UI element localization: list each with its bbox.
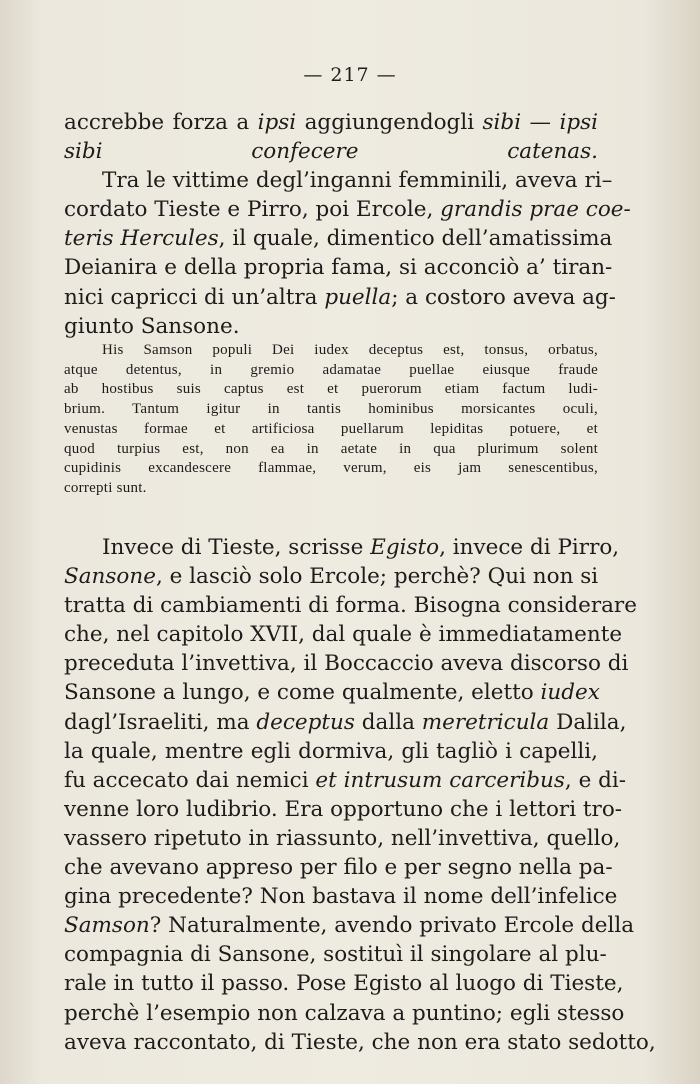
text-line: compagnia di Sansone, sostituì il singolare al plu- bbox=[64, 942, 607, 968]
quote-line: quod turpius est, non ea in aetate in qua plurimum solent bbox=[64, 440, 598, 457]
quote-line: atque detentus, in gremio adamatae puellae eiusque fraude bbox=[64, 361, 598, 378]
text-line: gina precedente? Non bastava il nome dell’infelice bbox=[64, 884, 618, 910]
quote-line: correpti sunt. bbox=[64, 479, 147, 496]
quote-line: ab hostibus suis captus est et puerorum etiam factum ludi- bbox=[64, 381, 598, 398]
text-line: giunto Sansone. bbox=[64, 313, 240, 339]
quote-line: brium. Tantum igitur in tantis hominibus morsicantes oculi, bbox=[64, 401, 598, 418]
italic-text: grandis prae coe- bbox=[440, 197, 631, 223]
text-line: rale in tutto il passo. Pose Egisto al luogo di Tieste, bbox=[64, 971, 624, 997]
text-line: Samson? Naturalmente, avendo privato Ercole della bbox=[64, 913, 635, 939]
text-line: dagl’Israeliti, ma deceptus dalla meretricula Dalila, bbox=[64, 709, 627, 735]
italic-text: Sansone bbox=[64, 564, 156, 590]
text-line: accrebbe forza a ipsi aggiungendogli sibi — ipsi bbox=[64, 110, 599, 135]
text-line: venne loro ludibrio. Era opportuno che i lettori tro- bbox=[64, 796, 623, 822]
italic-text: et intrusum carceribus bbox=[315, 767, 565, 793]
quote-line: cupidinis excandescere flammae, verum, eis jam senescentibus, bbox=[64, 460, 598, 477]
italic-text: sibi bbox=[482, 110, 522, 135]
text-line: Tra le vittime degl’inganni femminili, aveva ri– bbox=[102, 168, 613, 194]
italic-text: Samson bbox=[64, 913, 150, 939]
text-line: preceduta l’invettiva, il Boccaccio aveva discorso di bbox=[64, 651, 629, 677]
italic-text: iudex bbox=[540, 680, 600, 706]
quote-line: His Samson populi Dei iudex deceptus est, tonsus, orbatus, bbox=[102, 342, 598, 358]
text-line: perchè l’esempio non calzava a puntino; egli stesso bbox=[64, 1000, 625, 1026]
top-paragraph-lines bbox=[64, 108, 631, 341]
main-paragraph bbox=[64, 533, 656, 1057]
italic-text: sibi confecere catenas. bbox=[64, 139, 598, 165]
top-paragraph bbox=[64, 108, 631, 341]
text-line: Deianira e della propria fama, si acconciò a’ tiran- bbox=[64, 255, 613, 281]
text-line: Invece di Tieste, scrisse Egisto, invece di Pirro, bbox=[102, 535, 620, 560]
italic-text: Egisto bbox=[370, 535, 440, 560]
italic-text: ipsi bbox=[559, 110, 599, 135]
text-line: la quale, mentre egli dormiva, gli tagliò i capelli, bbox=[64, 738, 598, 764]
latin-quote bbox=[64, 341, 598, 499]
italic-text: puella bbox=[324, 284, 392, 310]
text-line: cordato Tieste e Pirro, poi Ercole, grandis prae coe- bbox=[64, 197, 631, 223]
italic-text: deceptus bbox=[256, 709, 355, 735]
text-line: nici capricci di un’altra puella; a costoro aveva ag- bbox=[64, 284, 616, 310]
text-line bbox=[64, 137, 598, 166]
text-line: aveva raccontato, di Tieste, che non era stato sedotto, bbox=[64, 1029, 656, 1055]
text-line: fu accecato dai nemici et intrusum carceribus, e di- bbox=[64, 767, 627, 793]
main-paragraph-lines bbox=[64, 533, 656, 1057]
text-line: tratta di cambiamenti di forma. Bisogna considerare bbox=[64, 593, 637, 619]
latin-quote-lines bbox=[64, 341, 598, 499]
italic-text: meretricula bbox=[421, 709, 550, 735]
text-line: Sansone a lungo, e come qualmente, eletto iudex bbox=[64, 680, 600, 706]
italic-text: teris Hercules bbox=[64, 226, 219, 252]
italic-text: ipsi bbox=[257, 110, 297, 135]
text-line: teris Hercules, il quale, dimentico dell’amatissima bbox=[64, 226, 613, 252]
text-line: vassero ripetuto in riassunto, nell’invettiva, quello, bbox=[64, 825, 621, 851]
page-number: — 217 — bbox=[303, 64, 397, 86]
quote-line: venustas formae et artificiosa puellarum lepiditas potuere, et bbox=[64, 420, 598, 437]
text-line: Sansone, e lasciò solo Ercole; perchè? Qui non si bbox=[64, 564, 599, 590]
text-line: che, nel capitolo XVII, dal quale è immediatamente bbox=[64, 622, 623, 648]
text-line: che avevano appreso per filo e per segno nella pa- bbox=[64, 855, 613, 881]
